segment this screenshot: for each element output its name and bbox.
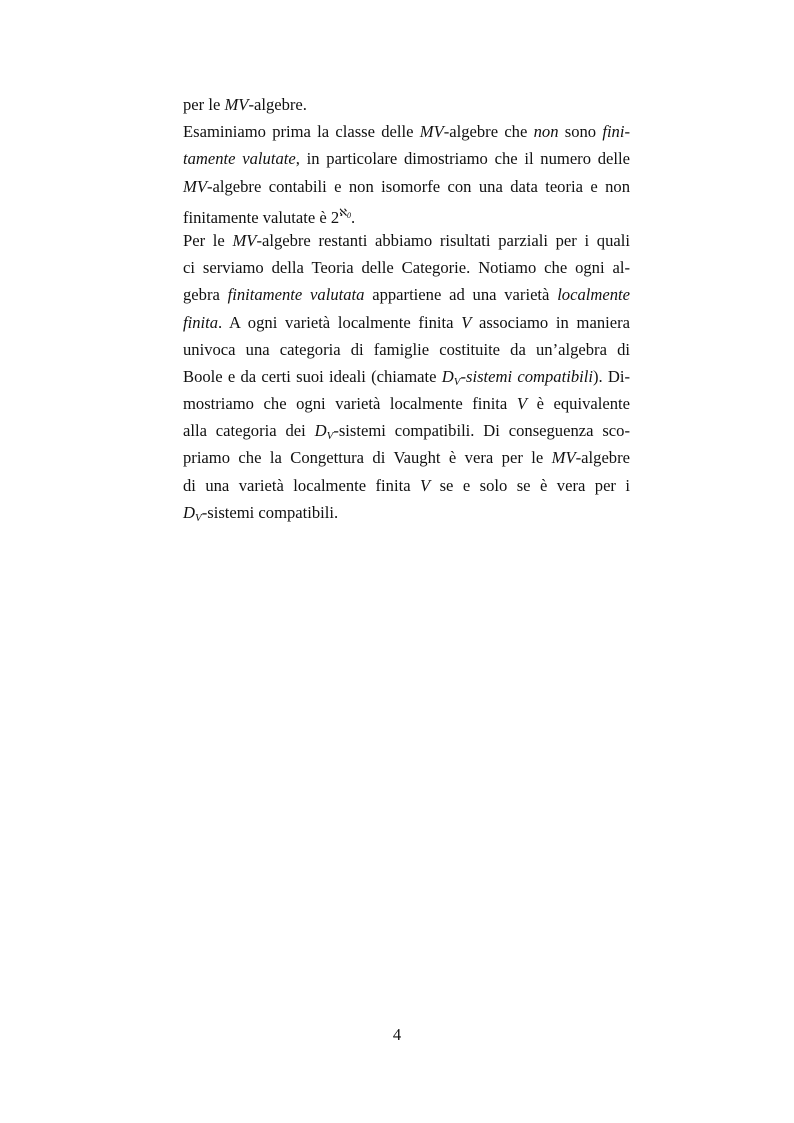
text-line: alla categoria dei $D_V$-sistemi compatibili. Di conseguenza sco- [183,421,630,443]
text-line: priamo che la Congettura di Vaught è vera per le MV-algebre [183,448,630,468]
text-line: ci serviamo della Teoria delle Categorie. Notiamo che ogni al- [183,258,630,278]
text-line: mostriamo che ogni varietà localmente finita V è equivalente [183,394,630,414]
text-line: univoca una categoria di famiglie costituite da un’algebra di [183,339,630,359]
text-line: Boole e da certi suoi ideali (chiamate $D_V$-sistemi compatibili). Di- [183,366,630,388]
text-line: gebra finitamente valutata appartiene ad una varietà localmente [183,285,630,305]
text-line: Per le MV-algebre restanti abbiamo risultati parziali per i quali [183,230,630,250]
text-line: di una varietà localmente finita V se e solo se è vera per i [183,475,631,495]
page-number: 4 [392,1025,402,1044]
text-line: tamente valutate, in particolare dimostriamo che il numero delle [183,149,630,169]
text-line: $D_V$-sistemi compatibili. [183,502,339,524]
text-line: finitamente valutate è $2^{ℵ_0}$. [183,207,356,227]
text-line: per le MV-algebre. [183,95,307,114]
body-text [183,91,630,526]
text-line: finita. A ogni varietà localmente finita V associamo in maniera [183,312,630,332]
text-line: Esaminiamo prima la classe delle MV-algebre che non sono fini- [183,122,630,142]
text-line: MV-algebre contabili e non isomorfe con una data teoria e non [183,176,630,196]
